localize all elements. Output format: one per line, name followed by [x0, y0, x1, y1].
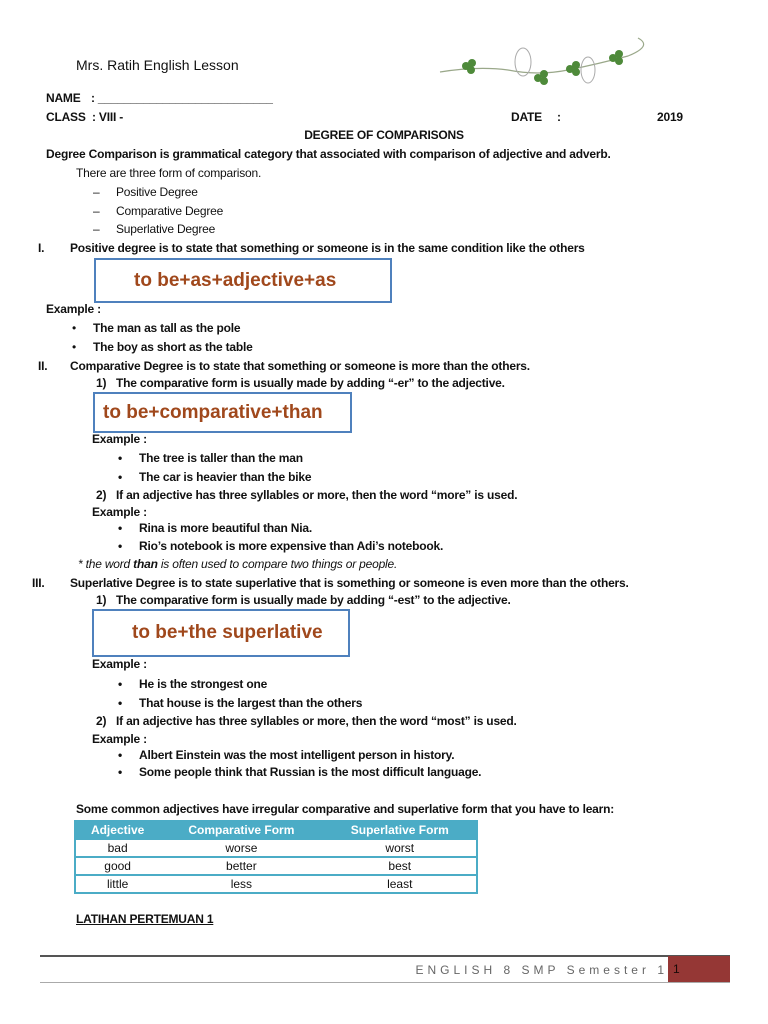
example-item: Albert Einstein was the most intelligent person in history. [139, 748, 455, 762]
rule-number: 1) [96, 593, 107, 607]
example-item: The man as tall as the pole [93, 321, 241, 335]
irregular-intro: Some common adjectives have irregular comparative and superlative form that you have to learn: [76, 802, 615, 816]
cell: bad [75, 839, 159, 857]
forms-intro: There are three form of comparison. [76, 166, 262, 180]
dash: – [93, 185, 100, 199]
column-header: Comparative Form [159, 821, 323, 839]
cell: less [159, 875, 323, 893]
name-label: NAME [46, 91, 81, 105]
example-item: Rina is more beautiful than Nia. [139, 521, 312, 535]
example-item: The boy as short as the table [93, 340, 253, 354]
section-number: I. [38, 241, 45, 255]
cell: good [75, 857, 159, 875]
rule-number: 1) [96, 376, 107, 390]
form-item: Superlative Degree [116, 222, 216, 236]
example-item: Rio’s notebook is more expensive than Adi’s notebook. [139, 539, 444, 553]
bullet: • [118, 539, 123, 553]
note-keyword: than [133, 557, 158, 571]
formula-text: to be+the superlative [132, 622, 323, 643]
note-text: * the word [78, 557, 134, 571]
footer-bottom-rule [40, 982, 730, 983]
formula-box [92, 609, 350, 657]
formula-text: to be+as+adjective+as [134, 269, 337, 291]
bullet: • [118, 677, 123, 691]
bullet: • [118, 521, 123, 535]
cell: worst [324, 839, 477, 857]
class-field[interactable]: : VIII - [92, 110, 124, 124]
column-header: Superlative Form [324, 821, 477, 839]
date-year: 2019 [657, 110, 683, 124]
note-text: is often used to compare two things or people. [157, 557, 398, 571]
bullet: • [118, 696, 123, 710]
example-item: The tree is taller than the man [139, 451, 303, 465]
section-text: Superlative Degree is to state superlative that is something or someone is even more than the others. [70, 576, 629, 590]
page-heading: DEGREE OF COMPARISONS [304, 128, 464, 142]
note [78, 556, 397, 572]
bullet: • [72, 321, 77, 335]
example-item: The car is heavier than the bike [139, 470, 312, 484]
exercise-title: LATIHAN PERTEMUAN 1 [76, 912, 214, 926]
example-item: He is the strongest one [139, 677, 268, 691]
example-label: Example : [92, 732, 147, 746]
section-number: III. [32, 576, 45, 590]
table-row [75, 839, 477, 857]
section-text: Positive degree is to state that something or someone is in the same condition like the others [70, 241, 585, 255]
cell: better [159, 857, 323, 875]
section-text: Comparative Degree is to state that something or someone is more than the others. [70, 359, 530, 373]
table-row [75, 875, 477, 893]
rule-number: 2) [96, 714, 107, 728]
dash: – [93, 204, 100, 218]
irregular-adjectives-table [74, 820, 478, 894]
rule-number: 2) [96, 488, 107, 502]
name-field[interactable]: : ___________________________ [91, 91, 273, 105]
class-label: CLASS [46, 110, 86, 124]
date-colon: : [557, 110, 561, 124]
bullet: • [118, 765, 123, 779]
bullet: • [118, 470, 123, 484]
bullet: • [118, 748, 123, 762]
page-number-box [668, 956, 730, 982]
formula-box [93, 392, 352, 433]
cell: little [75, 875, 159, 893]
table-row [75, 857, 477, 875]
footer-top-rule [40, 955, 730, 957]
bullet: • [118, 451, 123, 465]
date-label: DATE [511, 110, 542, 124]
table-header-row [75, 821, 477, 839]
example-label: Example : [46, 302, 101, 316]
example-label: Example : [92, 432, 147, 446]
intro-text: Degree Comparison is grammatical category that associated with comparison of adjective and adverb. [46, 147, 611, 161]
footer-text: ENGLISH 8 SMP Semester 1 [415, 963, 668, 977]
form-item: Positive Degree [116, 185, 198, 199]
rule-text: If an adjective has three syllables or more, then the word “more” is used. [116, 488, 518, 502]
bullet: • [72, 340, 77, 354]
example-label: Example : [92, 505, 147, 519]
rule-text: The comparative form is usually made by adding “-er” to the adjective. [116, 376, 505, 390]
example-item: That house is the largest than the others [139, 696, 363, 710]
dash: – [93, 222, 100, 236]
form-item: Comparative Degree [116, 204, 224, 218]
cell: best [324, 857, 477, 875]
example-item: Some people think that Russian is the most difficult language. [139, 765, 482, 779]
formula-box [94, 258, 392, 303]
formula-text: to be+comparative+than [103, 401, 323, 423]
cell: least [324, 875, 477, 893]
rule-text: The comparative form is usually made by adding “-est” to the adjective. [116, 593, 511, 607]
page-number: 1 [673, 962, 680, 976]
column-header: Adjective [75, 821, 159, 839]
shamrock-vine-icon [438, 36, 658, 88]
cell: worse [159, 839, 323, 857]
rule-text: If an adjective has three syllables or more, then the word “most” is used. [116, 714, 517, 728]
example-label: Example : [92, 657, 147, 671]
section-number: II. [38, 359, 48, 373]
lesson-title: Mrs. Ratih English Lesson [76, 57, 239, 73]
